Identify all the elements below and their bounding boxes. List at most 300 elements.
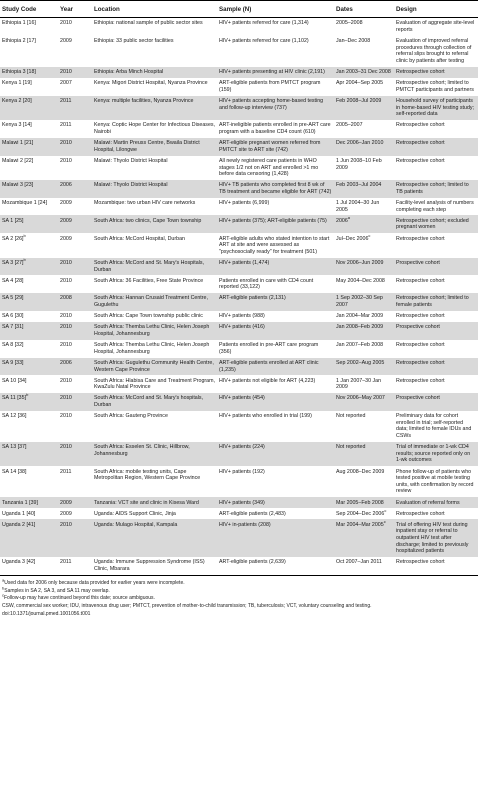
cell-study-code (0, 198, 58, 216)
footnote-text: Samples in SA 2, SA 3, and SA 11 may overlap. (4, 587, 110, 594)
cell-design-text: Phone follow-up of patients who tested positive at mobile testing units, with confirmation by record review (396, 468, 474, 495)
cell-location-text: Malawi: Thyolo District Hospital (94, 157, 168, 164)
cell-location-text: Kenya: multiple facilities, Nyanza Province (94, 98, 194, 105)
footnote-marker: c (383, 519, 386, 525)
cell-location-text: South Africa: McCord and St. Mary's Hospitals, Durban (94, 259, 204, 273)
cell-dates (334, 275, 394, 293)
cell-sample-text: HIV+ patients (192) (219, 468, 265, 475)
cell-location (92, 275, 217, 293)
cell-sample-text: HIV+ patients (375); ART-eligible patients (75) (219, 217, 327, 224)
cell-year-text: 2011 (60, 122, 72, 129)
cell-sample-text: HIV+ patients (1,474) (219, 259, 270, 266)
cell-year-text: 2010 (60, 313, 72, 320)
cell-study-code (0, 258, 58, 276)
cell-sample (217, 375, 334, 393)
header-year: Year (58, 1, 92, 18)
cell-year (58, 358, 92, 376)
cell-location-text: South Africa: Hlabisa Care and Treatment Program, KwaZulu Natal Province (94, 377, 216, 391)
cell-sample (217, 466, 334, 497)
cell-sample-text: Patients enrolled in pre-ART care program (356) (219, 342, 319, 355)
cell-year (58, 156, 92, 180)
table-row (0, 215, 478, 233)
cell-design-text: Retrospective cohort (396, 313, 445, 320)
cell-sample-text: HIV+ patients (349) (219, 499, 265, 506)
cell-location-text: South Africa: two clinics, Cape Town township (94, 217, 202, 224)
cell-design-text: Facility-level analysis of numbers completing each step (396, 200, 474, 213)
cell-year (58, 340, 92, 358)
table-row (0, 358, 478, 376)
table-row (0, 340, 478, 358)
cell-design-text: Retrospective cohort (396, 559, 445, 566)
cell-dates-text: Aug 2008–Dec 2009 (336, 468, 385, 475)
cell-sample (217, 497, 334, 508)
cell-year-text: 2010 (60, 140, 72, 147)
table-row (0, 156, 478, 180)
cell-location-text: Uganda: Immune Suppression Syndrome (ISS) Clinic, Mbarara (94, 559, 205, 572)
cell-design-text: Trial of immediate or 1-wk CD4 results; source reported only on 1-wk outcomes (396, 444, 471, 464)
cell-design (394, 138, 478, 156)
footnote-marker: b (23, 257, 26, 263)
cell-year-text: 2009 (60, 235, 72, 242)
cell-dates-text: 1 Sep 2002–30 Sep 2007 (336, 295, 383, 309)
cell-location (92, 198, 217, 216)
table-row (0, 78, 478, 96)
cell-dates (334, 466, 394, 497)
cell-location (92, 78, 217, 96)
cell-sample-text: ART-ineligible patients enrolled in pre-ART care program with a baseline CD4 count (610) (219, 122, 331, 135)
cell-design (394, 340, 478, 358)
cell-location (92, 233, 217, 257)
cell-location (92, 375, 217, 393)
cell-location-text: South Africa: Themba Lethu Clinic, Helen Joseph Hospital, Johannesburg (94, 342, 210, 355)
cell-location-text: South Africa: Gugulethu Community Health Centre, Western Cape Province (94, 359, 214, 373)
cell-design (394, 18, 478, 36)
cell-design (394, 198, 478, 216)
cell-dates (334, 375, 394, 393)
cell-design (394, 120, 478, 138)
cell-study-code (0, 411, 58, 442)
cell-dates (334, 311, 394, 322)
cell-sample-text: ART-eligible patients enrolled at ART clinic (1,235) (219, 359, 319, 373)
cell-dates-text: 2005–2008 (336, 20, 363, 27)
cell-location-text: South Africa: McCord Hospital, Durban (94, 235, 185, 242)
cell-location (92, 358, 217, 376)
cell-year-text: 2009 (60, 499, 72, 506)
cell-sample (217, 508, 334, 519)
cell-year-text: 2010 (60, 20, 72, 27)
cell-study-code-text: SA 2 [26] (2, 235, 24, 242)
footnote-text: doi:10.1371/journal.pmed.1001056.t001 (2, 610, 91, 617)
cell-sample (217, 120, 334, 138)
cell-location (92, 340, 217, 358)
cell-location (92, 411, 217, 442)
cell-year (58, 293, 92, 311)
cell-design (394, 411, 478, 442)
cell-location-text: Malawi: Thyolo District Hospital (94, 182, 168, 189)
cell-sample (217, 78, 334, 96)
cell-sample-text: ART-eligible patients (2,639) (219, 559, 286, 566)
cell-year (58, 198, 92, 216)
cell-study-code-text: SA 7 [31] (2, 324, 24, 331)
cell-study-code-text: SA 3 [27] (2, 259, 24, 266)
cell-year-text: 2010 (60, 413, 72, 420)
table-row (0, 198, 478, 216)
cell-year (58, 508, 92, 519)
header-row (0, 1, 478, 18)
cell-location (92, 508, 217, 519)
cell-dates (334, 340, 394, 358)
cell-dates (334, 18, 394, 36)
cell-study-code-text: Kenya 2 [20] (2, 98, 32, 105)
cell-year-text: 2009 (60, 510, 72, 517)
cell-study-code-text: Tanzania 1 [39] (2, 499, 38, 506)
table-row (0, 411, 478, 442)
cell-sample (217, 180, 334, 198)
table-row (0, 18, 478, 36)
cell-location-text: Tanzania: VCT site and clinic in Kisesa Ward (94, 499, 199, 506)
cell-study-code-text: Mozambique 1 [24] (2, 200, 48, 207)
cell-location (92, 519, 217, 557)
cell-design (394, 519, 478, 557)
cell-dates-text: 2006 (336, 217, 348, 224)
cell-study-code-text: SA 13 [37] (2, 444, 27, 451)
cell-sample (217, 340, 334, 358)
cell-sample-text: ART-eligible patients (2,483) (219, 510, 286, 517)
cell-year (58, 442, 92, 466)
cell-dates (334, 138, 394, 156)
cell-dates-text: Feb 2008–Jul 2009 (336, 98, 382, 105)
cell-design (394, 293, 478, 311)
cell-study-code (0, 275, 58, 293)
cell-design-text: Evaluation of referral forms (396, 499, 460, 506)
cell-design (394, 215, 478, 233)
footnote (2, 577, 476, 586)
cell-dates (334, 258, 394, 276)
table-row (0, 96, 478, 120)
cell-study-code-text: SA 4 [28] (2, 277, 24, 284)
cell-design (394, 466, 478, 497)
cell-dates (334, 519, 394, 557)
cell-year (58, 322, 92, 340)
cell-sample (217, 198, 334, 216)
cell-location (92, 258, 217, 276)
cell-location-text: Uganda: AIDS Support Clinic, Jinja (94, 510, 176, 517)
cell-dates-text: Nov 2006–May 2007 (336, 395, 385, 402)
cell-study-code (0, 120, 58, 138)
cell-design-text: Retrospective cohort; limited to PMTCT participants and partners (396, 80, 474, 93)
cell-sample-text: HIV+ patients (416) (219, 324, 265, 331)
cell-study-code (0, 215, 58, 233)
cell-location (92, 36, 217, 67)
cell-dates (334, 180, 394, 198)
cell-year-text: 2010 (60, 342, 72, 349)
cell-sample-text: HIV+ patients (988) (219, 313, 265, 320)
header-design: Design (394, 1, 478, 18)
cell-year-text: 2008 (60, 295, 72, 302)
cell-design-text: Retrospective cohort (396, 235, 445, 242)
cell-location-text: Ethiopia: 33 public sector facilities (94, 38, 174, 45)
cell-location-text: Uganda: Mulago Hospital, Kampala (94, 521, 178, 528)
cell-location (92, 215, 217, 233)
cell-study-code-text: SA 10 [34] (2, 377, 27, 384)
cell-sample (217, 36, 334, 67)
cell-sample-text: HIV+ in-patients (208) (219, 521, 271, 528)
cell-year-text: 2010 (60, 157, 72, 164)
cell-year (58, 18, 92, 36)
cell-dates (334, 36, 394, 67)
header-dates: Dates (334, 1, 394, 18)
cell-design (394, 393, 478, 411)
table-row (0, 233, 478, 257)
cell-dates-text: Nov 2006–Jun 2009 (336, 259, 384, 266)
cell-dates (334, 96, 394, 120)
cell-design-text: Retrospective cohort; excluded pregnant women (396, 217, 469, 231)
cell-design (394, 442, 478, 466)
cell-year-text: 2011 (60, 559, 72, 566)
table-row (0, 322, 478, 340)
cell-study-code-text: Ethiopia 2 [17] (2, 38, 36, 45)
cell-design-text: Preliminary data for cohort enrolled in trial; self-reported data; limited to female IDUs and CSWs (396, 413, 472, 440)
cell-dates-text: Jul–Dec 2006 (336, 235, 369, 242)
cell-location-text: Kenya: Migori District Hospital, Nyanza Province (94, 80, 208, 87)
cell-location (92, 120, 217, 138)
cell-location-text: South Africa: Hannan Crusaid Treatment Centre, Gugulethu (94, 295, 208, 309)
footnote-text: CSW, commercial sex worker; IDU, intravenous drug user; PMTCT, prevention of mother-to-child transmission; TB, tuberculosis; VCT, voluntary counseling and testing. (2, 603, 372, 610)
cell-year (58, 519, 92, 557)
table-row (0, 293, 478, 311)
cell-dates (334, 78, 394, 96)
table-header (0, 1, 478, 18)
cell-location (92, 322, 217, 340)
cell-year (58, 375, 92, 393)
cell-dates-text: Not reported (336, 413, 366, 420)
cell-study-code-text: Ethiopia 3 [18] (2, 69, 36, 76)
cell-sample (217, 215, 334, 233)
cell-year-text: 2010 (60, 377, 72, 384)
cell-sample (217, 156, 334, 180)
cell-year (58, 96, 92, 120)
cell-study-code (0, 466, 58, 497)
cell-study-code (0, 393, 58, 411)
cell-design (394, 508, 478, 519)
cell-study-code (0, 67, 58, 78)
cell-design-text: Retrospective cohort; limited to female patients (396, 295, 469, 309)
cell-design (394, 233, 478, 257)
cell-dates (334, 215, 394, 233)
cell-study-code (0, 519, 58, 557)
cell-study-code-text: SA 5 [29] (2, 295, 24, 302)
cell-year (58, 466, 92, 497)
cell-year (58, 120, 92, 138)
cell-study-code (0, 233, 58, 257)
cell-sample (217, 442, 334, 466)
table-row (0, 258, 478, 276)
cell-design (394, 358, 478, 376)
cell-study-code (0, 340, 58, 358)
cell-year-text: 2007 (60, 80, 72, 87)
cell-location (92, 311, 217, 322)
cell-location (92, 67, 217, 78)
cell-location-text: Kenya: Coptic Hope Center for Infectious Diseases, Nairobi (94, 122, 216, 135)
footnote-marker: b (26, 393, 29, 398)
cell-year-text: 2009 (60, 38, 72, 45)
cell-dates-text: Feb 2003–Jul 2004 (336, 182, 382, 189)
table-row (0, 311, 478, 322)
cell-dates-text: 1 Jul 2004–30 Jun 2005 (336, 200, 380, 213)
cell-study-code-text: Uganda 3 [42] (2, 559, 36, 566)
cell-location-text: South Africa: 36 Facilities, Free State Province (94, 277, 204, 284)
table-row (0, 67, 478, 78)
header-sample: Sample (N) (217, 1, 334, 18)
cell-year-text: 2010 (60, 324, 72, 331)
cell-dates-text: Mar 2005–Feb 2008 (336, 499, 384, 506)
cell-location-text: South Africa: Cape Town township public clinic (94, 313, 203, 320)
footnote-marker: b (2, 584, 5, 590)
cell-location (92, 138, 217, 156)
cell-study-code (0, 18, 58, 36)
cell-study-code-text: SA 8 [32] (2, 342, 24, 349)
table-row (0, 497, 478, 508)
cell-year (58, 67, 92, 78)
cell-dates-text: Oct 2007–Jan 2011 (336, 559, 382, 566)
cell-sample (217, 18, 334, 36)
cell-study-code-text: Malawi 3 [23] (2, 182, 34, 189)
cell-dates-text: Apr 2004–Sep 2005 (336, 80, 384, 87)
cell-dates (334, 411, 394, 442)
cell-study-code (0, 138, 58, 156)
cell-year-text: 2009 (60, 217, 72, 224)
cell-year (58, 393, 92, 411)
cell-dates-text: Not reported (336, 444, 366, 451)
cell-design (394, 78, 478, 96)
cell-sample-text: Patients enrolled in care with CD4 count reported (33,122) (219, 277, 314, 291)
cell-dates-text: Jan 2008–Feb 2009 (336, 324, 384, 331)
cell-dates (334, 508, 394, 519)
cell-sample-text: ART-eligible pregnant women referred from PMTCT site to ART site (742) (219, 140, 321, 153)
footnote-marker: c (368, 233, 371, 238)
table-footnotes (0, 577, 478, 617)
cell-design (394, 311, 478, 322)
cell-dates (334, 358, 394, 376)
cell-study-code (0, 311, 58, 322)
cell-dates-text: Jan–Dec 2008 (336, 38, 371, 45)
cell-sample-text: HIV+ patients presenting at HIV clinic (2,191) (219, 69, 325, 76)
cell-sample (217, 67, 334, 78)
cell-study-code-text: Uganda 1 [40] (2, 510, 36, 517)
footnote-marker: b (23, 233, 26, 238)
cell-design (394, 375, 478, 393)
cell-design-text: Retrospective cohort; limited to TB patients (396, 182, 469, 195)
cell-dates-text: 1 Jan 2007–30 Jan 2009 (336, 377, 382, 391)
cell-dates (334, 393, 394, 411)
cell-sample (217, 275, 334, 293)
cell-sample-text: HIV+ patients (224) (219, 444, 265, 451)
cell-design (394, 275, 478, 293)
cell-design (394, 36, 478, 67)
cell-year-text: 2011 (60, 468, 72, 475)
cell-sample-text: HIV+ patients not eligible for ART (4,223) (219, 377, 316, 384)
cell-design (394, 96, 478, 120)
cell-year-text: 2006 (60, 359, 72, 366)
cell-dates-text: Sep 2002–Aug 2005 (336, 359, 385, 366)
cell-year (58, 258, 92, 276)
cell-year-text: 2010 (60, 259, 72, 266)
cell-dates (334, 497, 394, 508)
cell-design (394, 557, 478, 575)
cell-design-text: Retrospective cohort (396, 359, 445, 366)
table-row (0, 466, 478, 497)
cell-dates (334, 233, 394, 257)
footnote (2, 584, 476, 594)
cell-sample (217, 557, 334, 575)
cell-year (58, 497, 92, 508)
cell-dates (334, 442, 394, 466)
cell-design-text: Retrospective cohort (396, 69, 445, 76)
cell-year-text: 2010 (60, 521, 72, 528)
table-row (0, 393, 478, 411)
cell-year-text: 2010 (60, 444, 72, 451)
cell-design-text: Retrospective cohort (396, 157, 445, 164)
cell-study-code (0, 497, 58, 508)
cell-design-text: Prospective cohort (396, 324, 440, 331)
cell-dates (334, 156, 394, 180)
cell-sample (217, 96, 334, 120)
cell-year-text: 2010 (60, 395, 72, 402)
cell-dates (334, 120, 394, 138)
footnote-marker: c (384, 508, 387, 513)
cell-study-code (0, 156, 58, 180)
table-row (0, 120, 478, 138)
cell-design (394, 180, 478, 198)
cell-year (58, 275, 92, 293)
cell-study-code (0, 36, 58, 67)
cell-dates-text: Jan 2004–Mar 2009 (336, 313, 384, 320)
cell-study-code (0, 322, 58, 340)
cell-location-text: Malawi: Martin Preuss Centre, Bwaila District Hospital, Lilongwe (94, 140, 200, 153)
cell-year (58, 557, 92, 575)
cell-design (394, 156, 478, 180)
cell-sample-text: HIV+ TB patients who completed first 8 wk of TB treatment and became eligible for ART (742) (219, 182, 332, 195)
cell-sample (217, 519, 334, 557)
cell-study-code-text: Uganda 2 [41] (2, 521, 36, 528)
cell-study-code-text: Ethiopia 1 [16] (2, 20, 36, 27)
cell-study-code (0, 96, 58, 120)
cell-study-code-text: SA 9 [33] (2, 359, 24, 366)
cell-year (58, 180, 92, 198)
cell-dates-text: May 2004–Dec 2008 (336, 277, 385, 284)
cell-year (58, 311, 92, 322)
cell-dates (334, 322, 394, 340)
cell-sample-text: HIV+ patients accepting home-based testing and follow-up interview (737) (219, 98, 324, 111)
cell-design-text: Retrospective cohort (396, 122, 445, 129)
cell-year-text: 2006 (60, 182, 72, 189)
table-row (0, 519, 478, 557)
cell-study-code (0, 180, 58, 198)
cell-study-code-text: Kenya 3 [14] (2, 122, 32, 129)
cell-sample-text: HIV+ patients (6,999) (219, 200, 270, 207)
table-row (0, 36, 478, 67)
table-row (0, 180, 478, 198)
cell-design-text: Evaluation of improved referral procedures through collection of referral slips brought to referral clinic by patients after testing (396, 38, 472, 64)
cell-dates (334, 198, 394, 216)
cell-sample-text: HIV+ patients referred for care (1,102) (219, 38, 309, 45)
cell-year-text: 2011 (60, 98, 72, 105)
footnote-marker: a (2, 577, 5, 583)
cell-location (92, 96, 217, 120)
cell-location-text: Mozambique: two urban HIV care networks (94, 200, 196, 207)
cell-design-text: Retrospective cohort (396, 140, 445, 147)
cell-location (92, 557, 217, 575)
